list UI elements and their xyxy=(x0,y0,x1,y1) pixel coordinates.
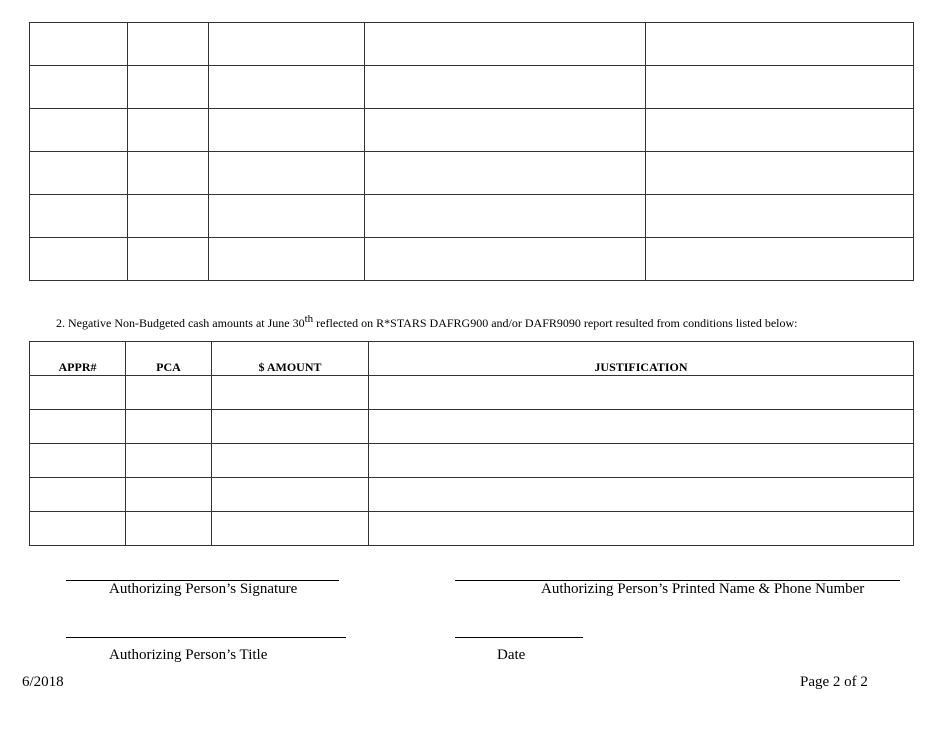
amount-cell[interactable] xyxy=(212,478,369,512)
table-cell[interactable] xyxy=(365,23,646,66)
table-cell[interactable] xyxy=(128,152,209,195)
table-row xyxy=(30,195,914,238)
table-cell[interactable] xyxy=(209,66,365,109)
table-cell[interactable] xyxy=(209,109,365,152)
justification-cell[interactable] xyxy=(369,444,914,478)
table-cell[interactable] xyxy=(209,238,365,281)
negative-cash-table xyxy=(29,341,914,546)
table-row xyxy=(30,66,914,109)
justification-cell[interactable] xyxy=(369,478,914,512)
appr-cell[interactable] xyxy=(30,478,126,512)
appr-cell[interactable] xyxy=(30,444,126,478)
table-cell[interactable] xyxy=(365,238,646,281)
table-cell[interactable] xyxy=(646,66,914,109)
table-cell[interactable] xyxy=(128,66,209,109)
title-label: Authorizing Person’s Title xyxy=(109,647,268,663)
table-cell[interactable] xyxy=(128,195,209,238)
table-cell[interactable] xyxy=(646,152,914,195)
table-row xyxy=(30,444,914,478)
pca-cell[interactable] xyxy=(126,478,212,512)
table-cell[interactable] xyxy=(646,109,914,152)
title-line[interactable] xyxy=(66,637,346,638)
justification-cell[interactable] xyxy=(369,512,914,546)
table-cell[interactable] xyxy=(128,238,209,281)
table-cell[interactable] xyxy=(646,238,914,281)
table-cell[interactable] xyxy=(209,195,365,238)
table-cell[interactable] xyxy=(128,23,209,66)
pca-cell[interactable] xyxy=(126,376,212,410)
table-cell[interactable] xyxy=(646,195,914,238)
table-row xyxy=(30,109,914,152)
note-superscript: th xyxy=(304,313,314,325)
amount-cell[interactable] xyxy=(212,444,369,478)
signature-label: Authorizing Person’s Signature xyxy=(109,581,298,597)
header-appr: APPR# xyxy=(30,342,126,376)
note-suffix: reflected on R*STARS DAFRG900 and/or DAFR9090 report resulted from conditions listed below: xyxy=(313,316,798,330)
printed-name-label: Authorizing Person’s Printed Name & Phone Number xyxy=(541,581,865,597)
justification-cell[interactable] xyxy=(369,376,914,410)
table-cell[interactable] xyxy=(30,23,128,66)
header-amount: $ AMOUNT xyxy=(212,342,369,376)
table-cell[interactable] xyxy=(128,109,209,152)
table-cell[interactable] xyxy=(365,152,646,195)
date-label: Date xyxy=(497,647,526,663)
header-pca: PCA xyxy=(126,342,212,376)
table-cell[interactable] xyxy=(209,23,365,66)
table-cell[interactable] xyxy=(30,152,128,195)
table-row xyxy=(30,152,914,195)
table-cell[interactable] xyxy=(30,195,128,238)
table-cell[interactable] xyxy=(30,109,128,152)
note-prefix: 2. Negative Non-Budgeted cash amounts at June 30 xyxy=(56,316,305,330)
table-cell[interactable] xyxy=(30,66,128,109)
pca-cell[interactable] xyxy=(126,410,212,444)
table-cell[interactable] xyxy=(365,195,646,238)
table-cell[interactable] xyxy=(646,23,914,66)
amount-cell[interactable] xyxy=(212,410,369,444)
table-row xyxy=(30,410,914,444)
date-line[interactable] xyxy=(455,637,583,638)
table-row xyxy=(30,376,914,410)
appr-cell[interactable] xyxy=(30,376,126,410)
pca-cell[interactable] xyxy=(126,512,212,546)
pca-cell[interactable] xyxy=(126,444,212,478)
appr-cell[interactable] xyxy=(30,410,126,444)
table-row xyxy=(30,238,914,281)
justification-cell[interactable] xyxy=(369,410,914,444)
table-cell[interactable] xyxy=(30,238,128,281)
table-cell[interactable] xyxy=(365,66,646,109)
section-2-note xyxy=(56,313,798,331)
table-cell[interactable] xyxy=(365,109,646,152)
page-number: Page 2 of 2 xyxy=(800,674,868,690)
revision-date: 6/2018 xyxy=(22,674,64,690)
continuation-table xyxy=(29,22,914,281)
amount-cell[interactable] xyxy=(212,512,369,546)
amount-cell[interactable] xyxy=(212,376,369,410)
header-justification: JUSTIFICATION xyxy=(369,342,914,376)
appr-cell[interactable] xyxy=(30,512,126,546)
table-row xyxy=(30,512,914,546)
table-row xyxy=(30,478,914,512)
table-row xyxy=(30,23,914,66)
table-header-row xyxy=(30,342,914,376)
table-cell[interactable] xyxy=(209,152,365,195)
